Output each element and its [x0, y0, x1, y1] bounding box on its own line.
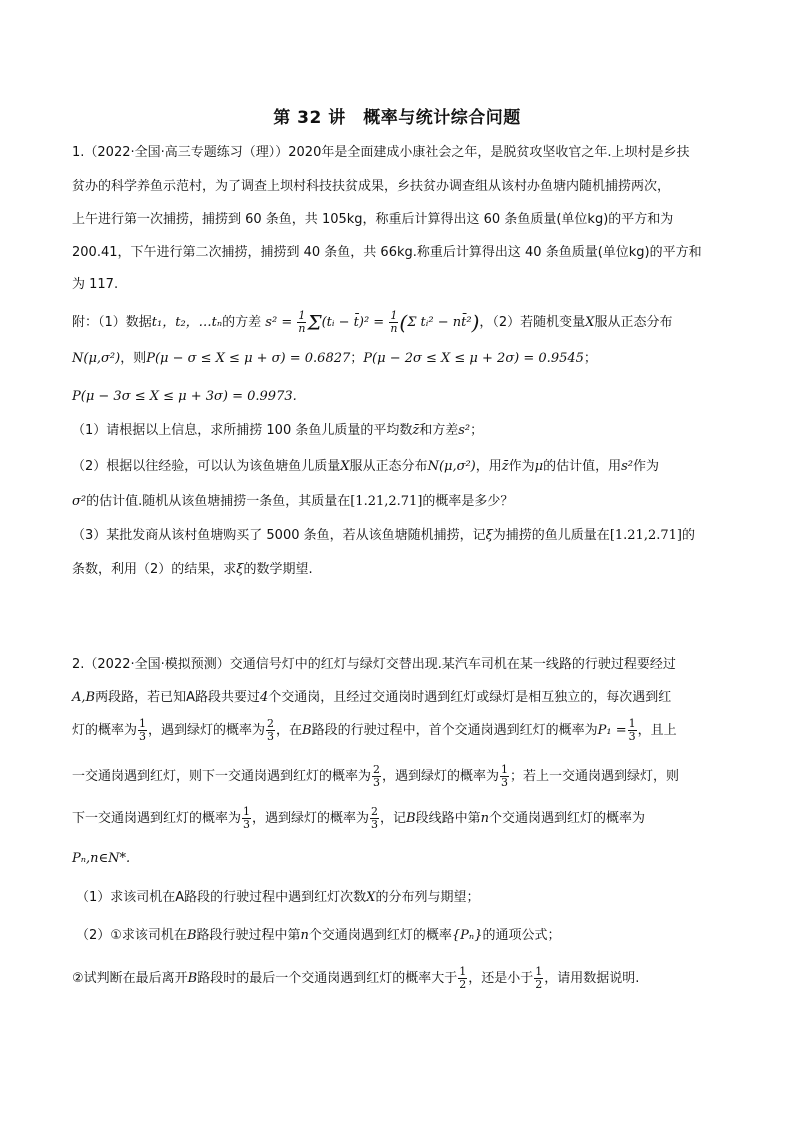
n-symbol: n — [300, 928, 309, 943]
mean-symbol: z̄ — [501, 459, 509, 474]
text: 的估计值.随机从该鱼塘捕捞一条鱼，其质量在 — [86, 494, 351, 509]
prob-1sigma: P(μ − σ ≤ X ≤ μ + σ) = 0.6827 — [146, 351, 351, 366]
prob-3sigma: P(μ − 3σ ≤ X ≤ μ + 3σ) = 0.9973. — [72, 389, 297, 404]
mean-symbol: z̄ — [412, 423, 420, 438]
text: ②试判断在最后离开 — [72, 971, 188, 986]
interval: [1.21,2.71] — [609, 528, 682, 543]
variance-formula: s² = $\frac{1}{n}$ Σ(tᵢ − t̄)² = $\frac{1}{n}$ (Σ tᵢ² − nt̄²) — [261, 309, 480, 335]
segment-b: B — [302, 723, 312, 738]
text: （2）根据以往经验，可以认为该鱼塘鱼儿质量 — [72, 459, 341, 474]
text: （3）某批发商从该村鱼塘购买了 5000 条鱼，若从该鱼塘随机捕捞，记 — [72, 528, 486, 543]
text: ，在 — [276, 723, 303, 738]
interval: [1.21,2.71] — [350, 494, 423, 509]
q1-line-5: 为 117. — [72, 277, 119, 292]
normal-dist: N(μ,σ²) — [72, 351, 121, 366]
text: 的数学期望. — [243, 562, 313, 577]
q1-sub-2-cont — [72, 493, 732, 511]
var-x: X — [366, 890, 376, 905]
text: ，用 — [475, 459, 502, 474]
text: ，遇到绿灯的概率为 — [148, 723, 266, 738]
text: ； — [470, 423, 484, 438]
prob-2sigma: P(μ − 2σ ≤ X ≤ μ + 2σ) = 0.9545 — [363, 351, 584, 366]
variance-symbol: s² — [621, 459, 633, 474]
q1-sub-1 — [72, 422, 732, 440]
q1-appendix-line-2 — [72, 350, 732, 368]
data-vars: t₁，t₂，…tₙ — [151, 315, 223, 330]
text: ，（2）若随机变量 — [479, 315, 586, 330]
text: 服从正态分布 — [349, 459, 428, 474]
q1-sub-3 — [72, 527, 732, 545]
q1-line-1: 1.（2022·全国·高三专题练习（理））2020年是全面建成小康社会之年，是脱贫攻坚收官之年.上坝村是乡扶 — [72, 145, 690, 160]
fraction-one-third: $\frac{1}{3}$ — [501, 763, 509, 789]
text: 作为 — [508, 459, 535, 474]
text: ，且上 — [637, 723, 677, 738]
var-x: X — [585, 315, 595, 330]
fraction-one-half: $\frac{1}{2}$ — [535, 965, 543, 991]
text: 路段时的最后一个交通岗遇到红灯的概率大于 — [197, 971, 458, 986]
pn-sequence: {Pₙ} — [451, 928, 483, 943]
text: 路段行驶过程中第 — [196, 928, 301, 943]
fraction-one-third: $\frac{1}{3}$ — [243, 805, 251, 831]
q2-line-1: 2.（2022·全国·模拟预测）交通信号灯中的红灯与绿灯交替出现.某汽车司机在某一线路的行驶过程要经过 — [72, 657, 676, 672]
text: 的估计值，用 — [543, 459, 622, 474]
q1-appendix-line-3 — [72, 388, 732, 406]
xi-symbol: ξ — [236, 562, 244, 577]
text: 灯的概率为 — [72, 723, 138, 738]
text: ；若上一交通岗遇到绿灯，则 — [510, 769, 680, 784]
segment-b: B — [186, 928, 197, 943]
q1-appendix-line-1 — [72, 310, 732, 335]
text: ，记 — [380, 811, 407, 826]
fraction-one-half: $\frac{1}{2}$ — [459, 965, 467, 991]
segment-b: B — [187, 971, 198, 986]
text: ，则 — [120, 351, 147, 366]
xi-symbol: ξ — [485, 528, 493, 543]
segment-b: B — [406, 811, 416, 826]
fraction-two-thirds: $\frac{2}{3}$ — [373, 763, 381, 789]
n-symbol: n — [480, 811, 489, 826]
q1-line-3: 上午进行第一次捕捞，捕捞到 60 条鱼，共 105kg，称重后计算得出这 60 条鱼质量(单位kg)的平方和为 — [72, 212, 674, 227]
text: （2）①求该司机在 — [76, 928, 187, 943]
text: 路段的行驶过程中，首个交通岗遇到红灯的概率为 — [311, 723, 598, 738]
q2-line-4 — [72, 764, 732, 789]
text: 的 — [681, 528, 695, 543]
text: 的通项公式； — [482, 928, 561, 943]
text: ，遇到绿灯的概率为 — [382, 769, 500, 784]
fraction-two-thirds: $\frac{2}{3}$ — [371, 805, 379, 831]
q1-line-2: 贫办的科学养鱼示范村，为了调查上坝村科技扶贫成果，乡扶贫办调查组从该村办鱼塘内随机捕捞两次， — [72, 179, 671, 194]
q2-line-2 — [72, 689, 732, 707]
text: ； — [583, 351, 597, 366]
text: 条数，利用（2）的结果，求 — [72, 562, 237, 577]
text: 下一交通岗遇到红灯的概率为 — [72, 811, 242, 826]
text: （1）请根据以上信息，求所捕捞 100 条鱼儿质量的平均数 — [72, 423, 413, 438]
sigma-squared: σ² — [72, 494, 87, 509]
page-title: 第 32 讲 概率与统计综合问题 — [273, 108, 521, 128]
fraction-two-thirds: $\frac{2}{3}$ — [267, 717, 275, 743]
text: 为捕捞的鱼儿质量在 — [492, 528, 610, 543]
q2-sub-2 — [76, 927, 736, 945]
text: 的方差 — [222, 315, 262, 330]
text: 的概率是多少？ — [422, 494, 514, 509]
q2-sub-2-part-2 — [72, 966, 732, 991]
p1-symbol: P₁ = — [597, 723, 627, 738]
pn-symbol: Pₙ,n∈N*. — [72, 851, 131, 866]
q2-line-3 — [72, 718, 732, 743]
count: 4 — [259, 690, 269, 705]
mu-symbol: μ — [534, 459, 544, 474]
text: 个交通岗遇到红灯的概率 — [308, 928, 452, 943]
q2-line-6 — [72, 850, 732, 868]
q1-sub-3-cont — [72, 561, 732, 579]
text: 作为 — [633, 459, 660, 474]
text: 个交通岗遇到红灯的概率为 — [489, 811, 646, 826]
q2-sub-1 — [76, 889, 736, 907]
normal-dist: N(μ,σ²) — [427, 459, 476, 474]
segments-ab: A,B — [72, 690, 96, 705]
text: ，遇到绿灯的概率为 — [252, 811, 370, 826]
fraction-one-third: $\frac{1}{3}$ — [628, 717, 636, 743]
q2-line-5 — [72, 806, 732, 831]
variance-symbol: s² — [458, 423, 471, 438]
var-x: X — [340, 459, 350, 474]
text: 和方差 — [419, 423, 459, 438]
q1-sub-2 — [72, 458, 732, 476]
text: 一交通岗遇到红灯，则下一交通岗遇到红灯的概率为 — [72, 769, 372, 784]
text: （1）求该司机在A路段的行驶过程中遇到红灯次数 — [76, 890, 367, 905]
text: ，请用数据说明. — [544, 971, 640, 986]
text: 两段路，若已知A路段共要过 — [95, 690, 260, 705]
q1-line-4: 200.41，下午进行第二次捕捞，捕捞到 40 条鱼，共 66kg.称重后计算得出这 40 条鱼质量(单位kg)的平方和 — [72, 245, 702, 260]
text: 段线路中第 — [415, 811, 481, 826]
text: ； — [350, 351, 364, 366]
text: 个交通岗，且经过交通岗时遇到红灯或绿灯是相互独立的，每次遇到红 — [268, 690, 672, 705]
text: 服从正态分布 — [594, 315, 673, 330]
text: 附：（1）数据 — [72, 315, 152, 330]
fraction-one-third: $\frac{1}{3}$ — [139, 717, 147, 743]
text: ，还是小于 — [468, 971, 534, 986]
text: 的分布列与期望； — [375, 890, 480, 905]
